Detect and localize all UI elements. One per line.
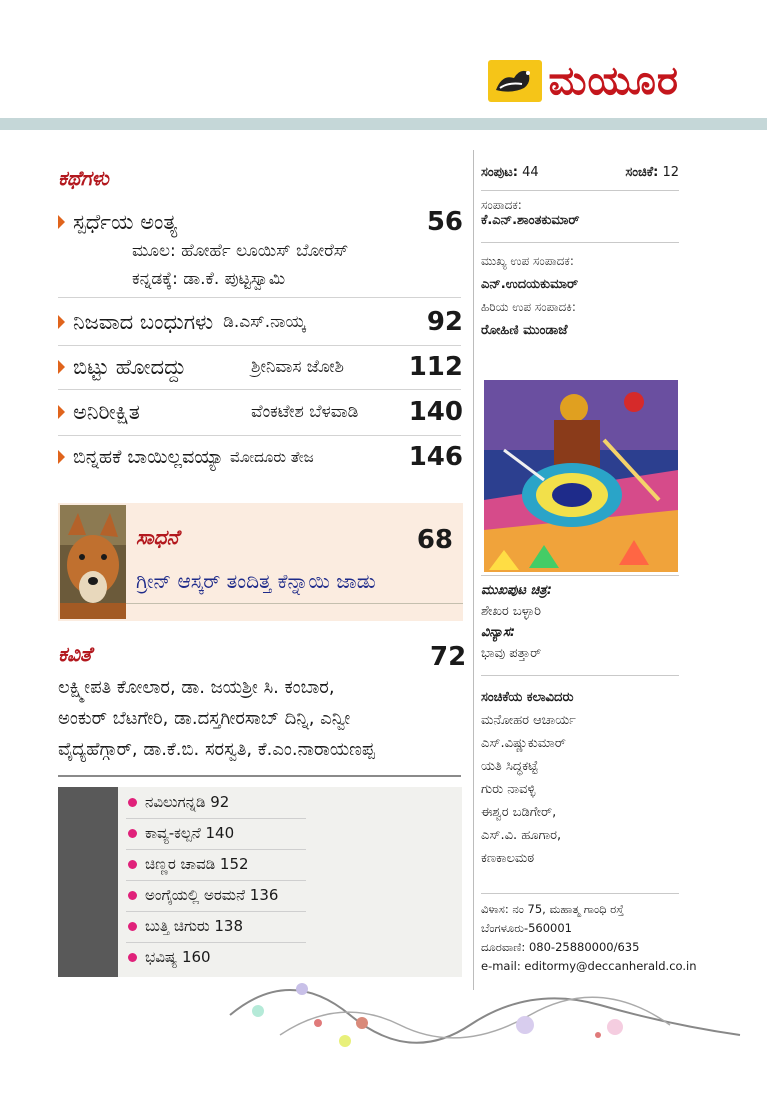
editor-block — [481, 198, 679, 228]
artists-label: ಸಂಚಿಕೆಯ ಕಲಾವಿದರು — [481, 690, 574, 705]
volume-label: ಸಂಪುಟ: — [481, 165, 518, 180]
column-item[interactable] — [128, 886, 358, 904]
divider — [481, 893, 679, 894]
divider — [126, 818, 306, 819]
artist-name: ಗುರು ನಾವಳ್ಳಿ — [481, 782, 536, 797]
column-item-label: ನವಿಲುಗನ್ನಡಿ 92 — [145, 793, 230, 811]
column-item[interactable] — [128, 917, 308, 935]
story-item[interactable] — [58, 442, 463, 472]
decorative-swirl — [200, 975, 767, 1093]
column-item-label: ಬುತ್ತಿ ಚಿಗುರು 138 — [145, 917, 243, 935]
divider — [481, 675, 679, 676]
stories-heading: ಕಥೆಗಳು — [58, 166, 109, 190]
senior-sub-editor-name: ರೋಹಿಣಿ ಮುಂಡಾಜೆ — [481, 323, 568, 338]
column-item[interactable] — [128, 855, 308, 873]
bullet-dot-icon — [128, 860, 137, 869]
story-page-number: 56 — [426, 207, 463, 237]
sub-editors-block — [481, 250, 679, 342]
divider — [58, 297, 461, 298]
divider — [481, 190, 679, 191]
chief-sub-editor-name: ಎನ್.ಉದಯಕುಮಾರ್ — [481, 277, 579, 292]
story-item[interactable] — [58, 352, 463, 382]
poems-page-number: 72 — [430, 642, 467, 672]
story-title: ಅನಿರೀಕ್ಷಿತ — [73, 399, 140, 424]
divider — [58, 435, 461, 436]
cover-credit-label: ಮುಖಪುಟ ಚಿತ್ರ: — [481, 583, 552, 598]
story-source: ಮೂಲ: ಹೋರ್ಹೆ ಲೂಯಿಸ್ ಬೋರೆಸ್ — [132, 241, 349, 261]
poets-line: ಅಂಕುರ್ ಬೆಟಗೇರಿ, ಡಾ.ದಸ್ತಗೀರಸಾಬ್ ದಿನ್ನಿ, ಎನ್ವೀ — [58, 708, 351, 729]
column-divider — [473, 150, 474, 990]
peacock-emblem-icon — [488, 60, 542, 102]
feature-page-number: 68 — [416, 525, 453, 555]
address-line: ವಿಳಾಸ: ನಂ 75, ಮಹಾತ್ಮ ಗಾಂಧಿ ರಸ್ತೆ — [481, 902, 624, 916]
masthead-title: ಮಯೂರ — [548, 58, 679, 104]
columns-box — [58, 787, 462, 977]
story-page-number: 112 — [408, 352, 463, 382]
column-item-label: ಅಂಗೈಯಲ್ಲಿ ಅರಮನೆ 136 — [145, 886, 279, 904]
address-city: ಬೆಂಗಳೂರು-560001 — [481, 921, 573, 935]
story-author: ವೆಂಕಟೇಶ ಬೆಳವಾಡಿ — [251, 402, 359, 422]
divider — [58, 775, 461, 777]
arrow-marker-icon — [58, 215, 65, 229]
divider — [126, 942, 306, 943]
divider — [126, 911, 306, 912]
story-page-number: 92 — [426, 307, 463, 337]
divider — [126, 880, 306, 881]
artist-name: ಎಸ್.ವಿಷ್ಣುಕುಮಾರ್ — [481, 736, 566, 751]
arrow-marker-icon — [58, 360, 65, 374]
masthead-logo — [488, 58, 679, 104]
story-title: ಬಿಟ್ಟು ಹೋದದ್ದು — [73, 354, 187, 379]
artist-name: ಯತಿ ಸಿದ್ಧಕಟ್ಟೆ — [481, 759, 539, 774]
design-credit-label: ವಿನ್ಯಾಸ: — [481, 625, 516, 640]
arrow-marker-icon — [58, 450, 65, 464]
story-item[interactable] — [58, 207, 463, 293]
feature-box[interactable] — [58, 503, 463, 621]
credits-block — [481, 580, 552, 664]
cover-credit-name: ಶೇಖರ ಬಳ್ಳಾರಿ — [481, 604, 541, 619]
divider — [58, 345, 461, 346]
columns-label-strip — [58, 787, 118, 977]
email-address[interactable]: e-mail: editormy@deccanherald.co.in — [481, 959, 697, 973]
story-page-number: 140 — [408, 397, 463, 427]
bullet-dot-icon — [128, 798, 137, 807]
story-page-number: 146 — [408, 442, 463, 472]
bullet-dot-icon — [128, 829, 137, 838]
bullet-dot-icon — [128, 891, 137, 900]
story-title: ಸ್ಪರ್ಧೆಯ ಅಂತ್ಯ — [73, 209, 178, 234]
poems-heading: ಕವಿತೆ — [58, 642, 92, 666]
divider — [58, 389, 461, 390]
poets-line: ಲಕ್ಷ್ಮೀಪತಿ ಕೋಲಾರ, ಡಾ. ಜಯಶ್ರೀ ಸಿ. ಕಂಬಾರ, — [58, 677, 335, 698]
column-item-label: ಕಾವ್ಯ-ಕಲ್ಪನೆ 140 — [145, 824, 235, 842]
issue-label: ಸಂಚಿಕೆ: — [625, 165, 659, 180]
artist-name: ಕಣಕಾಲಮಠ — [481, 851, 535, 866]
column-item-label: ಚಿಣ್ಣರ ಚಾವಡಿ 152 — [145, 855, 249, 873]
arrow-marker-icon — [58, 405, 65, 419]
story-title: ನಿಜವಾದ ಬಂಧುಗಳು — [73, 309, 214, 334]
header-band — [0, 118, 767, 130]
feature-heading: ಸಾಧನೆ — [136, 525, 179, 549]
artist-name: ಈಶ್ವರ ಬಡಿಗೇರ್, — [481, 805, 557, 820]
editor-label: ಸಂಪಾದಕ: — [481, 198, 522, 212]
column-item[interactable] — [128, 948, 308, 966]
divider — [481, 242, 679, 243]
phone-number: ದೂರವಾಣಿ: 080-25880000/635 — [481, 940, 640, 954]
volume-number: 44 — [522, 165, 539, 180]
artist-name: ಮನೋಹರ ಆಚಾರ್ಯ — [481, 713, 576, 728]
story-author: ಡಿ.ಎಸ್.ನಾಯ್ಕ — [223, 312, 306, 332]
editor-name: ಕೆ.ಎನ್.ಶಾಂತಕುಮಾರ್ — [481, 213, 580, 228]
poets-list[interactable] — [58, 672, 468, 765]
divider — [481, 575, 679, 576]
story-author: ಮೋದೂರು ತೇಜ — [229, 448, 314, 466]
wild-dog-photo — [60, 505, 126, 619]
senior-sub-editor-label: ಹಿರಿಯ ಉಪ ಸಂಪಾದಕಿ: — [481, 300, 576, 314]
issue-number: 12 — [662, 165, 679, 180]
artists-block — [481, 686, 576, 870]
bullet-dot-icon — [128, 953, 137, 962]
poets-line: ವೈದ್ಯಹೆಗ್ಗಾರ್, ಡಾ.ಕೆ.ಬಿ. ಸರಸ್ವತಿ, ಕೆ.ಎಂ.ನಾರಾಯಣಪ್ಪ — [58, 739, 375, 760]
column-item[interactable] — [128, 824, 308, 842]
story-item[interactable] — [58, 307, 463, 337]
column-item-label: ಭವಿಷ್ಯ 160 — [145, 948, 211, 966]
bullet-dot-icon — [128, 922, 137, 931]
cover-painting — [484, 380, 678, 572]
feature-subtitle: ಗ್ರೀನ್ ಆಸ್ಕರ್ ತಂದಿತ್ತ ಕೆನ್ನಾಯಿ ಜಾಡು — [136, 569, 376, 593]
divider — [126, 603, 463, 604]
story-item[interactable] — [58, 397, 463, 427]
address-block — [481, 900, 697, 976]
column-item[interactable] — [128, 793, 308, 811]
arrow-marker-icon — [58, 315, 65, 329]
artist-name: ಎಸ್.ವಿ. ಹೂಗಾರ, — [481, 828, 562, 843]
story-title: ಬಿನ್ನಹಕೆ ಬಾಯಿಲ್ಲವಯ್ಯಾ — [73, 446, 224, 468]
story-translator: ಕನ್ನಡಕ್ಕೆ: ಡಾ.ಕೆ. ಪುಟ್ಟಸ್ವಾಮಿ — [132, 269, 286, 289]
design-credit-name: ಭಾವು ಪತ್ತಾರ್ — [481, 646, 542, 661]
chief-sub-editor-label: ಮುಖ್ಯ ಉಪ ಸಂಪಾದಕ: — [481, 254, 574, 268]
story-author: ಶ್ರೀನಿವಾಸ ಜೋಶಿ — [251, 357, 344, 377]
columns-calligraphy-label — [58, 787, 118, 977]
issue-info — [481, 165, 679, 180]
divider — [126, 849, 306, 850]
